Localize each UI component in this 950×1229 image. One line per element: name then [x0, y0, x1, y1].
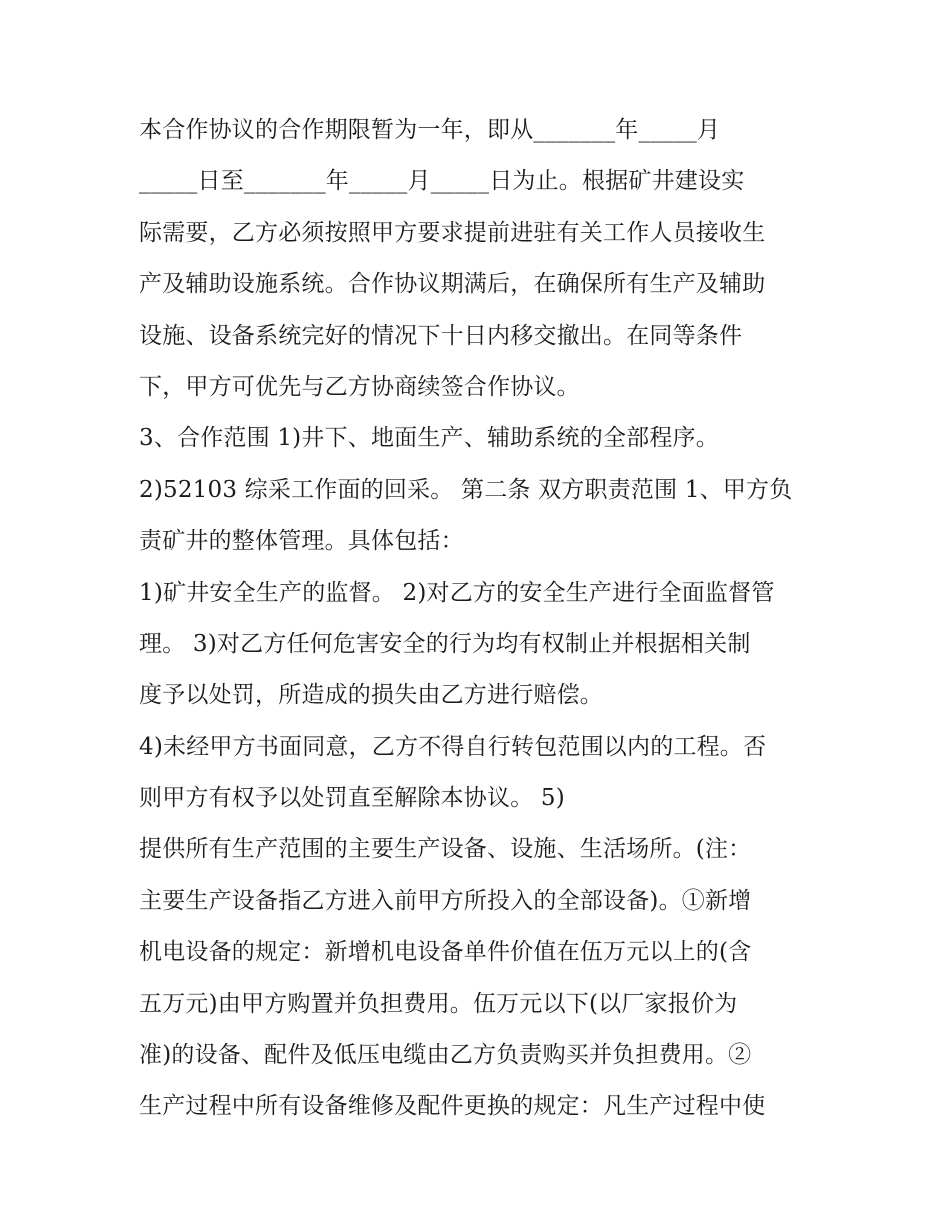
- text-line: 责矿井的整体管理。具体包括：: [139, 528, 464, 555]
- text-line: 提供所有生产范围的主要生产设备、设施、生活场所。(注：: [139, 836, 752, 863]
- text-line: 理。 3)对乙方任何危害安全的行为均有权制止并根据相关制: [139, 630, 751, 657]
- text-line: 下，甲方可优先与乙方协商续签合作协议。: [139, 373, 580, 400]
- text-line: 度予以处罚，所造成的损失由乙方进行赔偿。: [139, 682, 603, 709]
- text-line: 本合作协议的合作期限暂为一年，即从_______年_____月: [139, 117, 721, 143]
- text-line: 4)未经甲方书面同意，乙方不得自行转包范围以内的工程。否: [139, 733, 767, 760]
- text-line: 生产过程中所有设备维修及配件更换的规定：凡生产过程中使: [139, 1093, 766, 1120]
- text-line: 主要生产设备指乙方进入前甲方所投入的全部设备)。①新增: [139, 887, 752, 914]
- text-line: 设施、设备系统完好的情况下十日内移交撤出。在同等条件: [139, 322, 743, 349]
- text-line: 则甲方有权予以处罚直至解除本协议。 5): [139, 785, 565, 812]
- text-line: 3、合作范围 1)井下、地面生产、辅助系统的全部程序。: [139, 425, 719, 452]
- text-line: 机电设备的规定：新增机电设备单件价值在伍万元以上的(含: [139, 939, 752, 966]
- text-line: 准)的设备、配件及低压电缆由乙方负责购买并负担费用。②: [139, 1042, 752, 1069]
- text-line: 1)矿井安全生产的监督。 2)对乙方的安全生产进行全面监督管: [139, 579, 775, 606]
- agreement-text: [139, 107, 829, 1135]
- text-line: _____日至_______年_____月_____日为止。根据矿井建设实: [139, 168, 745, 195]
- text-line: 产及辅助设施系统。合作协议期满后，在确保所有生产及辅助: [139, 271, 766, 298]
- text-line: 际需要，乙方必须按照甲方要求提前进驻有关工作人员接收生: [139, 219, 766, 246]
- text-line: 2)52103 综采工作面的回采。 第二条 双方职责范围 1、甲方负: [139, 476, 793, 503]
- text-line: 五万元)由甲方购置并负担费用。伍万元以下(以厂家报价为: [139, 990, 738, 1017]
